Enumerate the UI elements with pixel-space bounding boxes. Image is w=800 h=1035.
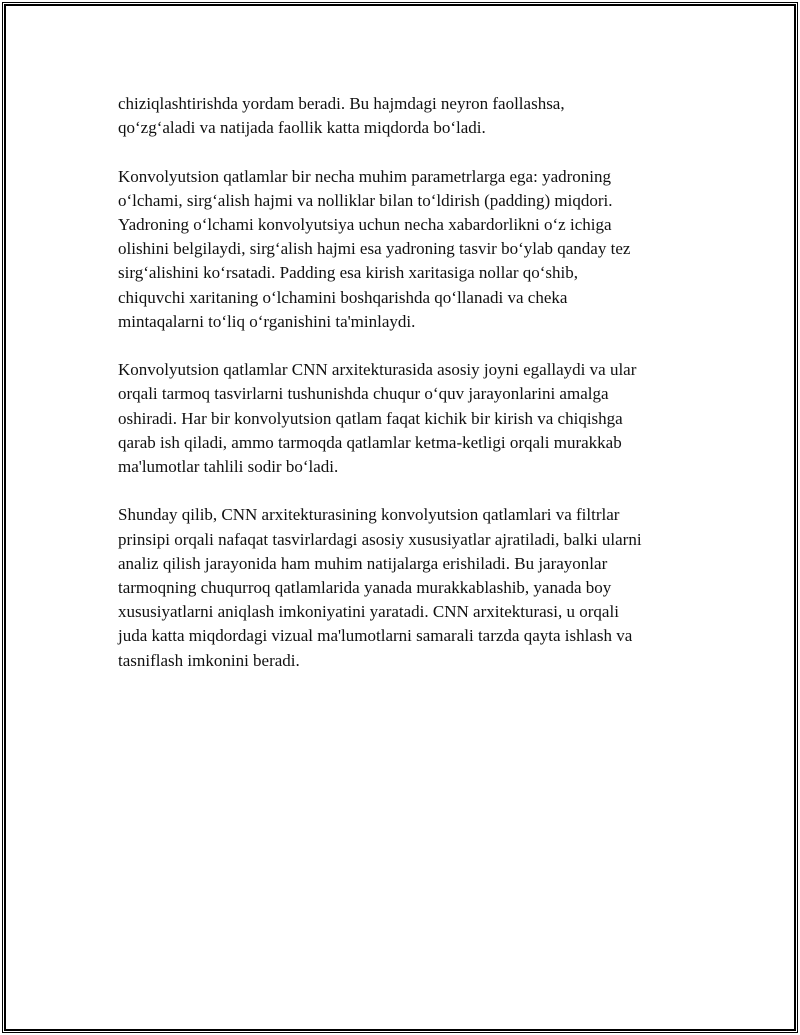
paragraph: Konvolyutsion qatlamlar bir necha muhim parametrlarga ega: yadroning o‘lchami, sirg‘alish hajmi va nolliklar bilan to‘ldirish (padding) miqdori. Yadroning o‘lchami konvolyutsiya uchun necha xabardorlikni o‘z ichiga olishini belgilaydi, sirg‘alish hajmi esa yadroning tasvir bo‘ylab qanday tez sirg‘alishini ko‘rsatadi. Padding esa kirish xaritasiga nollar qo‘shib, chiquvchi xaritaning o‘lchamini boshqarishda qo‘llanadi va cheka mintaqalarni to‘liq o‘rganishini ta'minlaydi. <box>118 166 631 331</box>
document-body <box>118 92 688 697</box>
paragraph: chiziqlashtirishda yordam beradi. Bu hajmdagi neyron faollashsa, qo‘zg‘aladi va natijada faollik katta miqdorda bo‘ladi. <box>118 94 565 138</box>
paragraph: Shunday qilib, CNN arxitekturasining konvolyutsion qatlamlari va filtrlar prinsipi orqali nafaqat tasvirlardagi asosiy xususiyatlar ajratiladi, balki ularni analiz qilish jarayonida ham muhim natijalarga erishiladi. Bu jarayonlar tarmoqning chuqurroq qatlamlarida yanada murakkablashib, yanada boy xususiyatlarni aniqlash imkoniyatini yaratadi. CNN arxitekturasi, u orqali juda katta miqdordagi vizual ma'lumotlarni samarali tarzda qayta ishlash va tasniflash imkonini beradi. <box>118 505 642 670</box>
paragraph: Konvolyutsion qatlamlar CNN arxitekturasida asosiy joyni egallaydi va ular orqali tarmoq tasvirlarni tushunishda chuqur o‘quv jarayonlarini amalga oshiradi. Har bir konvolyutsion qatlam faqat kichik bir kirish va chiqishga qarab ish qiladi, ammo tarmoqda qatlamlar ketma-ketligi orqali murakkab ma'lumotlar tahlili sodir bo‘ladi. <box>118 360 637 477</box>
